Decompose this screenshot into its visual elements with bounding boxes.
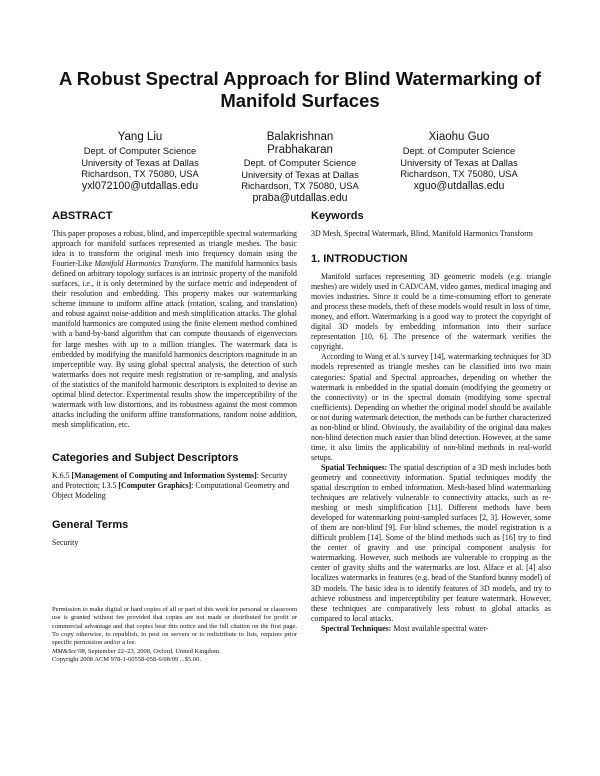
left-column bbox=[52, 210, 297, 664]
author-name: Xiaohu Guo bbox=[428, 131, 490, 143]
general-terms-text: Security bbox=[52, 538, 79, 548]
author-name: Yang Liu bbox=[117, 131, 163, 143]
right-column bbox=[311, 210, 551, 634]
copyright-text: Copyright 2008 ACM 978-1-60558-058-6/08/09 ...$5.00. bbox=[52, 655, 201, 663]
venue-text: MM&Sec'08, September 22–23, 2008, Oxford, United Kingdom. bbox=[52, 647, 221, 655]
paper-title: A Robust Spectral Approach for Blind Watermarking of Manifold Surfaces bbox=[58, 68, 542, 111]
author-address: Richardson, TX 75080, USA bbox=[400, 168, 518, 179]
intro-paragraph-4: Spectral Techniques: Most available spectral water- bbox=[321, 623, 489, 633]
author-2 bbox=[222, 131, 378, 204]
permission-text: Permission to make digital or hard copies of all or part of this work for personal or classroom use is granted without fee provided that copies are not made or distributed for profit or commercial advantage and that copies bear this notice and the full citation on the first page. To copy otherwise, to republish, to post on servers or to redistribute to lists, requires prior specific permission and/or a fee. bbox=[52, 606, 297, 647]
intro-paragraph-3: Spatial Techniques: The spatial description of a 3D mesh includes both geometry and connectivity information. Spatial techniques modify the spatial description to embed information. Mesh-based blind watermarking techniques are relatively vulnerable to connectivity attacks, such as re-meshing or mesh simplification [11]. Different methods have been developed for watermarking point-sampled surfaces [2, 3]. However, some of them are non-blind [9]. For blind schemes, the model registration is a difficult problem [14]. Some of the blind methods such as [16] try to find the center of gravity and use principal component analysis for watermarking. However, such methods are vulnerable to cropping as the center of gravity shifts and the watermarks are lost. Alface et al. [4] also localizes watermarks in features (e.g. head of the Stanford bunny model) of 3D models. The basic idea is to identify features of 3D models, and try to achieve robustness and imperceptibility per feature watermark. However, these techniques are comparatively less robust to global attacks as compared to local attacks. bbox=[311, 462, 551, 623]
abstract-text: This paper proposes a robust, blind, and imperceptible spectral watermarking approach for manifold surfaces represented as triangle meshes. The basic idea is to transform the original mesh into frequency domain using the Fourier-Like Manifold Harmonics Transform. The manifold harmonics basis defined on arbitrary topology surfaces is an intrinsic property of the manifold surfaces, i.e., it is only determined by the surface metric and independent of their resolution and embedding. This property makes our watermarking scheme immune to uniform affine attack (rotation, scaling, and translation) and robust against noise-addition and mesh simplification attacks. The global manifold harmonics are computed using the finite element method combined with a band-by-band algorithm that can compute thousands of eigenvectors for large meshes with up to a million triangles. The watermark data is embedded by modifying the manifold harmonics descriptors magnitude in an imperceptible way. By using global spectral analysis, the detection of such watermarks does not require mesh registration or re-sampling, and analysis of the statistics of the manifold harmonic descriptors is exploited to devise an optimal blind detector. Experimental results show the imperceptibility of the watermark with low distortions, and its robustness against the most common attacks including the uniform affine transformations, random noise addition, mesh simplification, etc. bbox=[52, 229, 297, 429]
author-1 bbox=[60, 131, 220, 192]
author-affiliation: University of Texas at Dallas bbox=[400, 156, 518, 168]
author-affiliation: Dept. of Computer Science bbox=[243, 157, 357, 168]
categories-text: K.6.5 [Management of Computing and Information Systems]: Security and Protection; I.3.5 [Computer Graphics]: Computational Geometry and Object Modeling bbox=[52, 470, 290, 501]
author-email: praba@utdallas.edu bbox=[252, 191, 348, 204]
intro-paragraph-1: Manifold surfaces representing 3D geometric models (e.g. triangle meshes) are widely used in CAD/CAM, video games, medical imaging and movies industries. Since it could be a time-consuming effort to generate and process these models, theft of these models would result in loss of time, money, and effort. Watermarking is a good way to protect the copyright of digital 3D models by embedding information into their surface representation [10, 6]. The presence of the watermark verifies the copyright. bbox=[311, 272, 551, 352]
abstract-heading: ABSTRACT bbox=[52, 210, 113, 222]
keywords-heading: Keywords bbox=[311, 210, 364, 222]
author-affiliation: Dept. of Computer Science bbox=[402, 145, 516, 156]
introduction-heading: 1. INTRODUCTION bbox=[311, 253, 408, 266]
author-3 bbox=[378, 131, 540, 192]
keywords-text: 3D Mesh, Spectral Watermark, Blind, Manifold Harmonics Transform bbox=[311, 229, 533, 238]
categories-heading: Categories and Subject Descriptors bbox=[52, 451, 239, 464]
general-terms-heading: General Terms bbox=[52, 519, 129, 532]
intro-paragraph-2: According to Wang et al.'s survey [14], watermarking techniques for 3D models represented as triangle meshes can be classified into two main categories: Spatial and Spectral approaches, depending on whether the watermark is embedded in the spatial domain (modifying the geometry or the connectivity) or in the spectral domain (modifying some spectral coefficients). Depending on whether the original model should be available or not during watermark detection, the methods can be further characterized as non-blind or blind. Obviously, the availability of the original data makes non-blind detection much easier than blind detection. However, at the same time, it also limits the applicability of non-blind methods in real-world setups. bbox=[311, 352, 551, 462]
author-affiliation: University of Texas at Dallas bbox=[81, 156, 199, 168]
author-address: Richardson, TX 75080, USA bbox=[241, 180, 359, 191]
author-address: Richardson, TX 75080, USA bbox=[81, 168, 199, 179]
author-email: xguo@utdallas.edu bbox=[413, 179, 505, 192]
author-affiliation: Dept. of Computer Science bbox=[83, 145, 197, 156]
author-affiliation: University of Texas at Dallas bbox=[241, 168, 359, 180]
author-email: yxl072100@utdallas.edu bbox=[81, 179, 199, 192]
author-name: Balakrishnan Prabhakaran bbox=[266, 131, 334, 156]
permission-notice bbox=[52, 606, 297, 664]
